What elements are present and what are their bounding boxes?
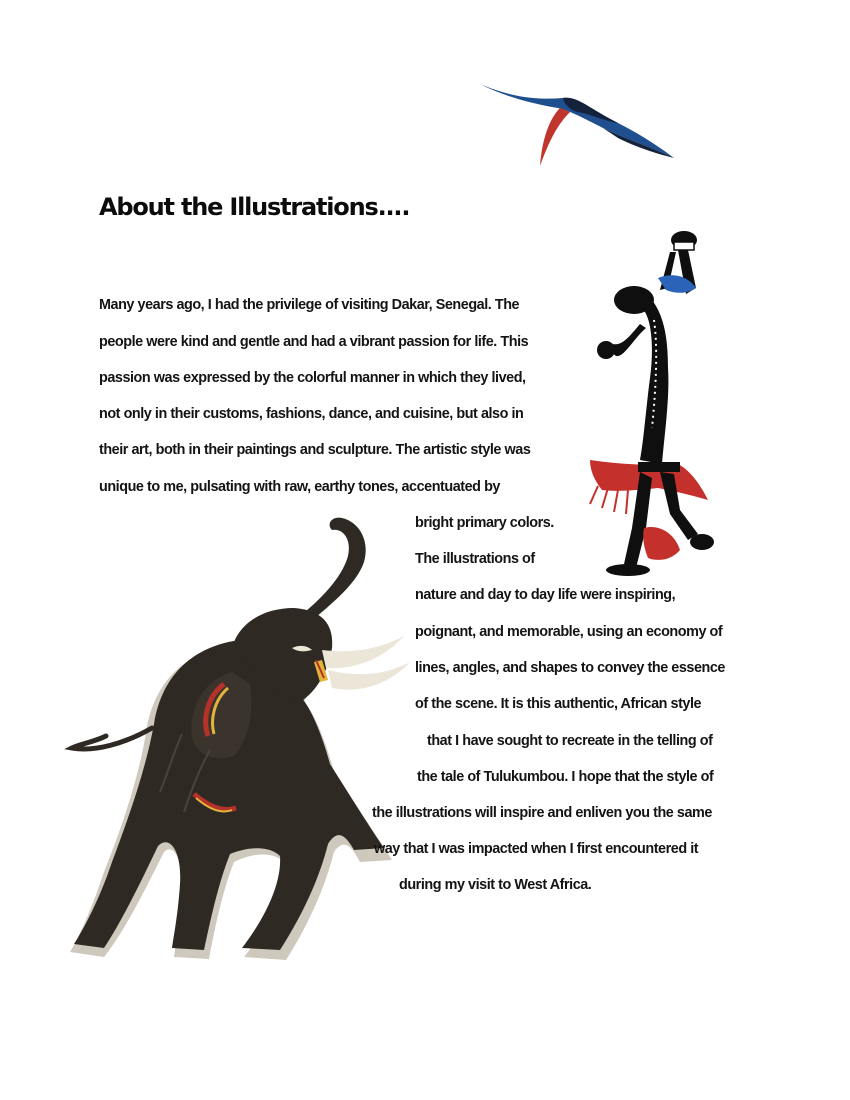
paragraph-line: not only in their customs, fashions, dance, and cuisine, but also in	[99, 406, 524, 422]
bird-illustration	[478, 78, 678, 170]
paragraph-line: unique to me, pulsating with raw, earthy tones, accentuated by	[99, 479, 500, 495]
paragraph-line: poignant, and memorable, using an economy of	[415, 624, 723, 640]
paragraph-line: The illustrations of	[415, 551, 535, 567]
paragraph-line: the illustrations will inspire and enliven you the same	[372, 805, 712, 821]
paragraph-line: passion was expressed by the colorful manner in which they lived,	[99, 370, 526, 386]
paragraph-line: bright primary colors.	[415, 515, 554, 531]
paragraph-line: during my visit to West Africa.	[399, 877, 592, 893]
paragraph-line: Many years ago, I had the privilege of visiting Dakar, Senegal. The	[99, 297, 520, 313]
paragraph-line: way that I was impacted when I first encountered it	[374, 841, 699, 857]
paragraph-line: the tale of Tulukumbou. I hope that the style of	[417, 769, 714, 785]
paragraph-line: their art, both in their paintings and sculpture. The artistic style was	[99, 442, 531, 458]
page-title: About the Illustrations....	[99, 193, 410, 221]
elephant-illustration	[64, 512, 424, 964]
african-figure-illustration	[588, 228, 723, 584]
paragraph-line: nature and day to day life were inspiring,	[415, 587, 676, 603]
paragraph-line: lines, angles, and shapes to convey the essence	[415, 660, 725, 676]
paragraph-line: of the scene. It is this authentic, African style	[415, 696, 702, 712]
paragraph-line: that I have sought to recreate in the telling of	[427, 733, 713, 749]
paragraph-line: people were kind and gentle and had a vibrant passion for life. This	[99, 334, 529, 350]
